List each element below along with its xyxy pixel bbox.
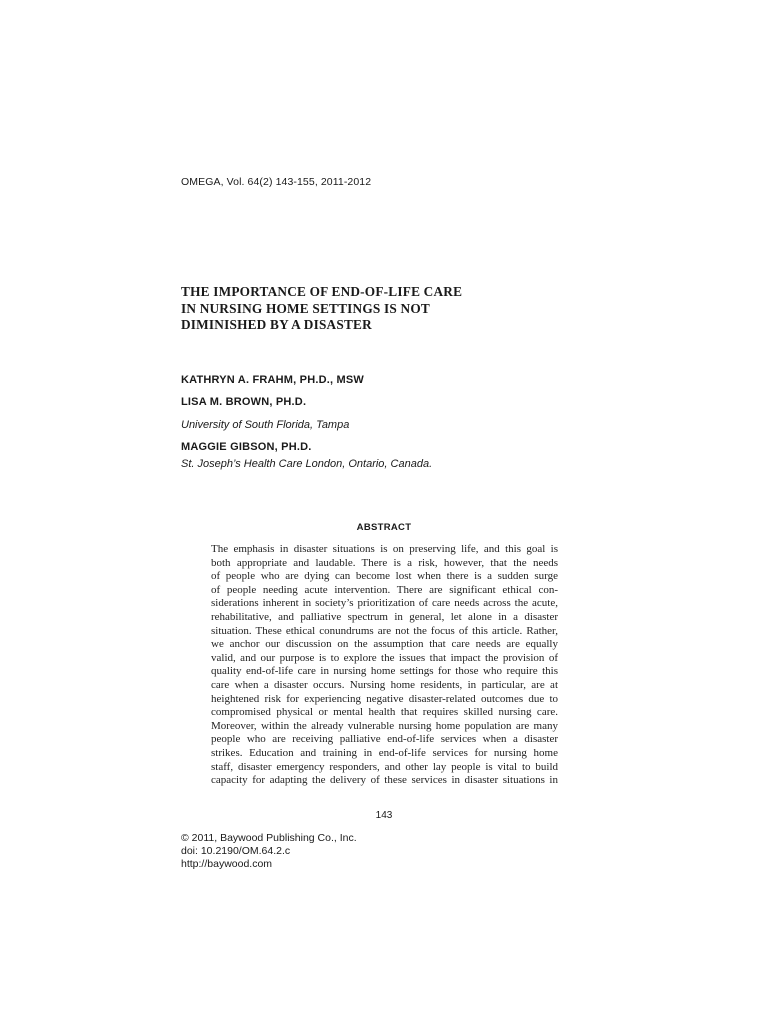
abstract-line: strikes. Education and training in end-of-life services for nursing home [211,746,558,759]
title-line: DIMINISHED BY A DISASTER [181,317,372,332]
page-number: 143 [375,810,393,821]
author-name: LISA M. BROWN, PH.D. [181,396,307,408]
publisher-footer [181,832,357,871]
abstract-line: staff, disaster emergency responders, and other lay people is vital to build [211,760,558,773]
abstract-line: of people who are dying can become lost when there is a sudden surge [211,570,558,583]
abstract-line: situation. These ethical conundrums are not the focus of this article. Rather, [211,624,558,637]
author-name: MAGGIE GIBSON, PH.D. [181,441,312,453]
author-affiliation: University of South Florida, Tampa [181,419,350,431]
abstract-line: Moreover, within the already vulnerable nursing home population are many [211,719,558,732]
abstract-body [211,543,558,788]
abstract-line: compromised physical or mental health that requires skilled nursing care. [211,706,558,719]
abstract-line: both appropriate and laudable. There is a risk, however, that the needs [211,556,558,569]
article-title [181,284,601,334]
abstract-line: of people needing acute intervention. There are significant ethical con- [211,583,558,596]
abstract-line: we anchor our discussion on the assumption that care needs are equally [211,638,558,651]
abstract-line: care when a disaster occurs. Nursing home residents, in particular, are at [211,678,558,691]
title-line: IN NURSING HOME SETTINGS IS NOT [181,300,430,316]
author-affiliation: St. Joseph’s Health Care London, Ontario, Canada. [181,458,433,470]
abstract-line: valid, and our purpose is to explore the issues that impact the provision of [211,651,558,664]
abstract-line: people who are receiving palliative end-of-life services when a disaster [211,733,558,746]
abstract-heading: ABSTRACT [356,522,412,533]
journal-citation: OMEGA, Vol. 64(2) 143-155, 2011-2012 [181,176,372,188]
abstract-line: quality end-of-life care in nursing home settings for those who require this [211,665,558,678]
publisher-url: http://baywood.com [181,858,273,870]
doi-line: doi: 10.2190/OM.64.2.c [181,845,291,857]
abstract-line: siderations inherent in society’s prioritization of care needs across the acute, [211,597,558,610]
title-line: THE IMPORTANCE OF END-OF-LIFE CARE [181,284,463,299]
abstract-line: rehabilitative, and palliative spectrum in general, let alone in a disaster [211,610,558,623]
copyright-line: © 2011, Baywood Publishing Co., Inc. [181,832,357,844]
abstract-line: capacity for adapting the delivery of these services in disaster situations in [211,774,558,787]
abstract-line: heightened risk for experiencing negative disaster-related outcomes due to [211,692,558,705]
author-name: KATHRYN A. FRAHM, PH.D., MSW [181,374,365,386]
abstract-line: The emphasis in disaster situations is on preserving life, and this goal is [211,543,558,555]
